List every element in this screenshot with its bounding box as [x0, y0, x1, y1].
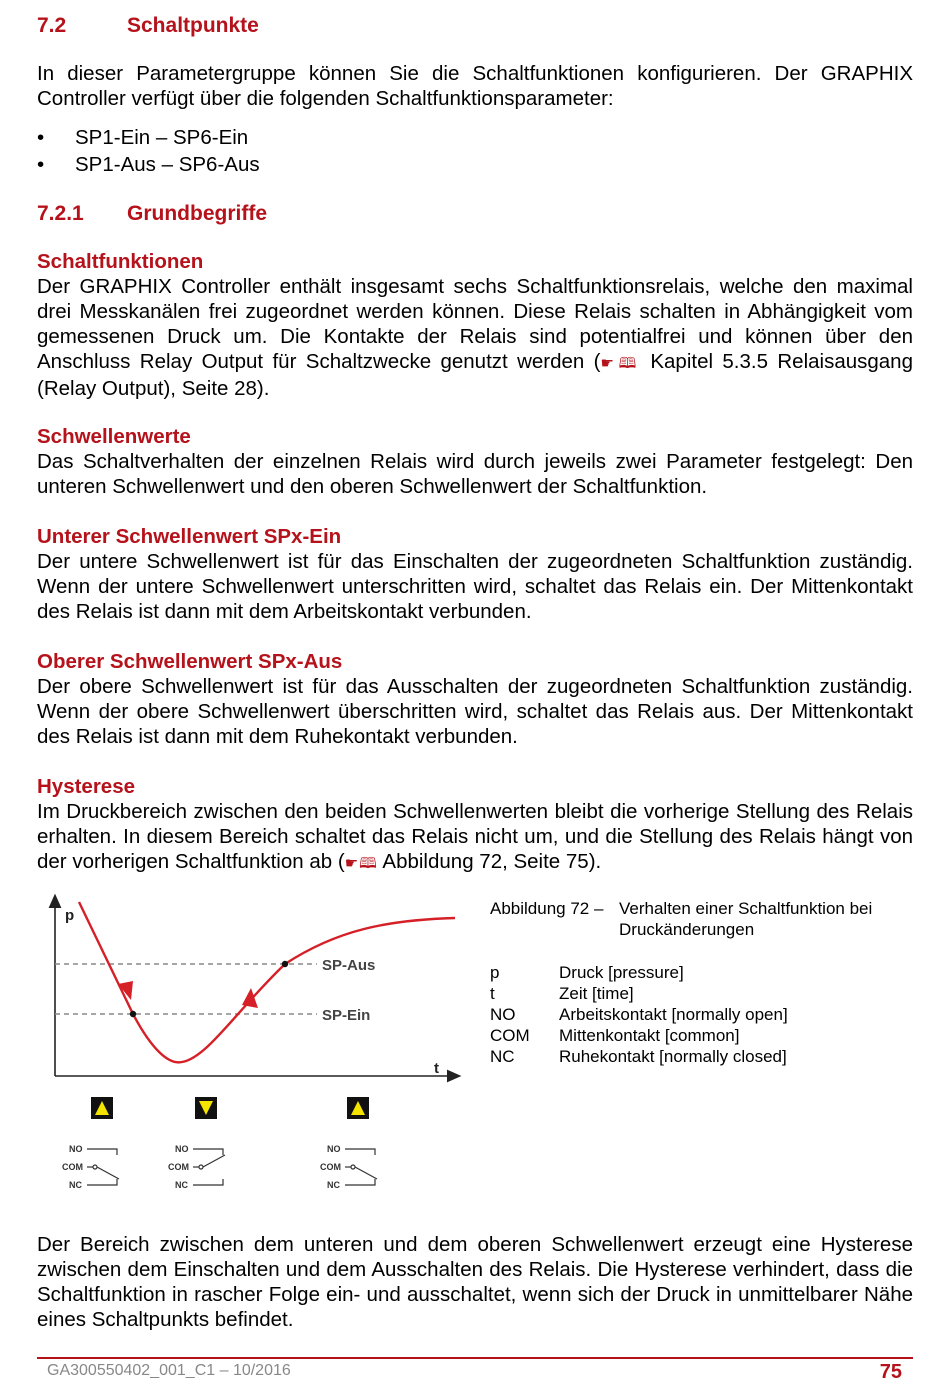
axis-label-p: p — [65, 907, 75, 924]
contact-label-nc: NC — [69, 1180, 82, 1190]
page-number: 75 — [879, 1361, 902, 1383]
state-2-down-icon — [195, 1097, 217, 1119]
switch-point-aus — [282, 961, 288, 967]
closing-paragraph — [37, 1232, 913, 1332]
block-title: Schaltfunktionen — [37, 250, 204, 273]
axis-label-t: t — [434, 1060, 439, 1077]
sp-aus-label: SP-Aus — [322, 957, 376, 974]
block-text — [37, 799, 913, 876]
contact-label-com: COM — [62, 1162, 83, 1172]
block-hysterese — [37, 774, 913, 876]
contact-label-no: NO — [327, 1144, 341, 1154]
reference-icon: ☛🕮 — [344, 854, 378, 872]
block-unterer-schwellenwert — [37, 524, 913, 624]
subsection-heading — [37, 202, 267, 226]
hysteresis-figure — [47, 890, 467, 1220]
cross-reference-link[interactable]: Abbildung 72, Seite 75). — [382, 850, 602, 873]
curve-arrow-up-icon — [242, 988, 258, 1008]
contact-label-nc: NC — [327, 1180, 340, 1190]
relay-contact-3 — [320, 1144, 377, 1190]
footer-doc-id: GA300550402_001_C1 – 10/2016 — [47, 1362, 291, 1379]
section-title: Schaltpunkte — [127, 14, 259, 37]
state-3-up-icon — [347, 1097, 369, 1119]
legend-key: COM — [490, 1026, 530, 1045]
state-1-up-icon — [91, 1097, 113, 1119]
legend-value: Ruhekontakt [normally closed] — [559, 1047, 787, 1066]
sp-ein-label: SP-Ein — [322, 1007, 371, 1024]
block-text: Der untere Schwellenwert ist für das Einschalten der zugeordneten Schaltfunktion zuständig. Wenn der untere Schwellenwert unterschritten wird, schaltet das Relais ein. Der Mittenkontakt des Relais ist dann mit dem Arbeitskontakt verbunden. — [37, 550, 913, 623]
closing-text: Der Bereich zwischen dem unteren und dem oberen Schwellenwert erzeugt eine Hysterese zwischen dem Einschalten und dem Ausschalten des Relais. Die Hysterese verhindert, dass die Schaltfunktion in rascher Folge ein- und ausschaltet, wenn sich der Druck in unmittelbarer Nähe eines Schaltpunkts befindet. — [37, 1233, 913, 1331]
contact-label-com: COM — [320, 1162, 341, 1172]
relay-contact-2 — [168, 1144, 225, 1190]
contact-label-com: COM — [168, 1162, 189, 1172]
caption-label: Abbildung 72 – — [490, 899, 604, 918]
block-schwellenwerte — [37, 424, 913, 499]
legend-key: p — [490, 963, 500, 982]
block-schaltfunktionen — [37, 249, 913, 401]
contact-label-no: NO — [69, 1144, 83, 1154]
reference-icon: ☛🕮 — [600, 354, 641, 372]
legend-value: Arbeitskontakt [normally open] — [559, 1005, 788, 1024]
legend-key: NC — [490, 1047, 515, 1066]
legend-value: Zeit [time] — [559, 984, 634, 1003]
block-text-main: Der GRAPHIX Controller enthält insgesamt sechs Schaltfunktionsrelais, welche den maximal drei Messkanälen frei zugeordnet werden können. Diese Relais schalten in Abhängigkeit vom gemessenen Druck um. Die Kontakte der Relais sind potentialfrei und können über den Anschluss Relay Output für Schaltzwecke genutzt werden ( — [37, 275, 913, 373]
switch-point-ein — [130, 1011, 136, 1017]
hysteresis-diagram — [47, 890, 467, 1220]
legend-value: Mittenkontakt [common] — [559, 1026, 740, 1045]
legend-value: Druck [pressure] — [559, 963, 684, 982]
block-oberer-schwellenwert — [37, 649, 913, 749]
list-item: • SP1-Ein – SP6-Ein — [37, 124, 260, 151]
contact-label-no: NO — [175, 1144, 189, 1154]
block-text-main: Im Druckbereich zwischen den beiden Schwellenwerten bleibt die vorherige Stellung des Relais erhalten. In diesem Bereich schaltet das Relais nicht um, und die Stellung des Relais hängt von der vorherigen Schaltfunktion ab ( — [37, 800, 913, 873]
contact-label-nc: NC — [175, 1180, 188, 1190]
block-title: Hysterese — [37, 775, 136, 798]
subsection-number: 7.2.1 — [37, 202, 84, 225]
section-heading — [37, 14, 259, 38]
section-number: 7.2 — [37, 14, 67, 37]
subsection-title: Grundbegriffe — [127, 202, 267, 225]
pressure-curve — [79, 902, 455, 1062]
block-text: Das Schaltverhalten der einzelnen Relais wird durch jeweils zwei Parameter festgelegt: Den unteren Schwellenwert und den oberen Schwellenwert der Schaltfunktion. — [37, 450, 913, 498]
block-text — [37, 274, 913, 401]
legend-key: NO — [490, 1005, 516, 1024]
block-text: Der obere Schwellenwert ist für das Ausschalten der zugeordneten Schaltfunktion zuständig. Wenn der obere Schwellenwert überschritten wird, schaltet das Relais aus. Der Mittenkontakt des Relais ist dann mit dem Ruhekontakt verbunden. — [37, 675, 913, 748]
relay-contact-1 — [62, 1144, 119, 1190]
footer-divider — [37, 1357, 913, 1359]
bullet-list — [37, 124, 260, 178]
block-title: Unterer Schwellenwert SPx-Ein — [37, 525, 342, 548]
intro-paragraph: In dieser Parametergruppe können Sie die Schaltfunktionen konfigurieren. Der GRAPHIX Controller verfügt über die folgenden Schaltfunktionsparameter: — [37, 62, 913, 110]
caption-text: Verhalten einer Schaltfunktion bei Druckänderungen — [619, 899, 873, 939]
cross-reference-link[interactable]: Kapitel 5.3.5 Relaisausgang (Relay Output), Seite 28). — [37, 350, 913, 400]
list-item: • SP1-Aus – SP6-Aus — [37, 151, 260, 178]
block-title: Oberer Schwellenwert SPx-Aus — [37, 650, 343, 673]
block-title: Schwellenwerte — [37, 425, 191, 448]
legend-key: t — [490, 984, 495, 1003]
